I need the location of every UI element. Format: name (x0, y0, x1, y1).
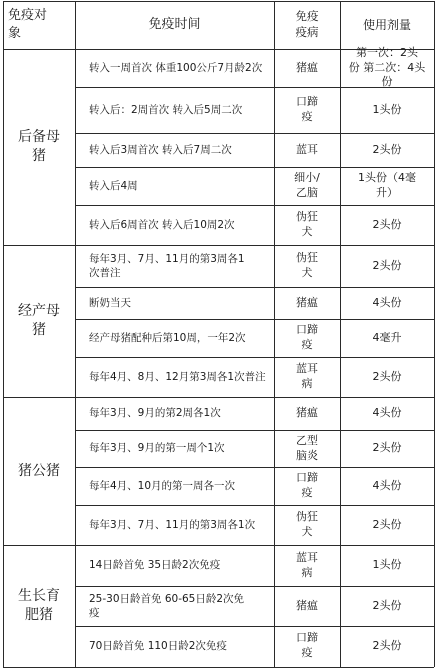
disease-cell: 伪狂 犬 (296, 510, 318, 538)
disease-cell: 口蹄 疫 (296, 323, 318, 351)
header-target: 免疫对 象 (8, 8, 48, 41)
schedule-time-cell: 转入一周首次 体重100公斤7月龄2次 (89, 61, 263, 74)
header-disease: 免疫 疫病 (295, 9, 319, 39)
schedule-time-cell: 70日龄首免 110日龄2次免疫 (89, 639, 227, 652)
header-time: 免疫时间 (148, 17, 201, 33)
schedule-time-cell: 每年3月、7月、11月的第3周各1次 (89, 518, 256, 531)
disease-cell: 蓝耳 (296, 142, 318, 156)
disease-cell: 猪瘟 (296, 598, 318, 612)
dose-cell: 4毫升 (372, 330, 402, 344)
disease-cell: 猪瘟 (296, 406, 318, 420)
disease-cell: 口蹄 疫 (296, 631, 318, 659)
disease-cell: 蓝耳 病 (296, 362, 318, 390)
schedule-time-cell: 每年3月、7月、11月的第3周各1 次普注 (89, 252, 245, 279)
disease-cell: 口蹄 疫 (296, 471, 318, 499)
schedule-time-cell: 每年4月、10月的第一周各一次 (89, 479, 236, 492)
disease-cell: 细小/ 乙脑 (294, 171, 320, 199)
group-name-cell: 经产母 猪 (18, 303, 60, 338)
vaccination-schedule-table (3, 1, 434, 667)
dose-cell: 2头份 (372, 369, 402, 383)
schedule-time-cell: 每年3月、9月的第2周各1次 (89, 407, 221, 420)
schedule-time-cell: 断奶当天 (89, 296, 131, 309)
schedule-time-cell: 经产母猪配种后第10周，一年2次 (89, 331, 246, 344)
dose-cell: 2头份 (372, 142, 402, 156)
schedule-time-cell: 14日龄首免 35日龄2次免疫 (89, 559, 221, 572)
dose-cell: 2头份 (372, 638, 402, 652)
dose-cell: 4头份 (372, 406, 402, 420)
schedule-time-cell: 转入后4周 (89, 179, 138, 192)
schedule-time-cell: 每年4月、8月、12月第3周各1次普注 (89, 370, 266, 383)
disease-cell: 伪狂 犬 (296, 251, 318, 279)
dose-cell: 1头份 (372, 558, 402, 572)
dose-cell: 2头份 (372, 258, 402, 272)
table-rule (3, 667, 434, 668)
dose-cell: 4头份 (372, 478, 402, 492)
disease-cell: 口蹄 疫 (296, 95, 318, 123)
schedule-time-cell: 每年3月、9月的第一周个1次 (89, 442, 225, 455)
dose-cell: 2头份 (372, 598, 402, 612)
dose-cell: 1头份（4毫 升） (358, 171, 416, 199)
disease-cell: 蓝耳 病 (296, 550, 318, 579)
schedule-time-cell: 25-30日龄首免 60-65日龄2次免 疫 (89, 592, 245, 619)
schedule-time-cell: 转入后6周首次 转入后10周2次 (89, 218, 235, 231)
dose-cell: 2头份 (372, 217, 402, 231)
dose-cell: 4头份 (372, 295, 402, 309)
group-name-cell: 后备母 猪 (18, 129, 60, 164)
group-name-cell: 生长育 肥猪 (18, 587, 60, 623)
disease-cell: 乙型 脑炎 (296, 433, 318, 462)
dose-cell: 1头份 (372, 102, 402, 116)
schedule-time-cell: 转入后：2周首次 转入后5周二次 (89, 103, 243, 116)
group-name-cell: 猪公猪 (18, 462, 60, 479)
disease-cell: 猪瘟 (296, 295, 318, 309)
schedule-time-cell: 转入后3周首次 转入后7周二次 (89, 143, 232, 156)
dose-cell: 第一次：2头 份 第二次：4头份 (348, 45, 426, 89)
table-rule (434, 1, 435, 667)
disease-cell: 伪狂 犬 (296, 210, 318, 238)
table-rule (3, 1, 434, 2)
dose-cell: 2头份 (372, 441, 402, 455)
dose-cell: 2头份 (372, 517, 402, 531)
header-dose: 使用剂量 (362, 17, 411, 32)
disease-cell: 猪瘟 (296, 60, 318, 74)
